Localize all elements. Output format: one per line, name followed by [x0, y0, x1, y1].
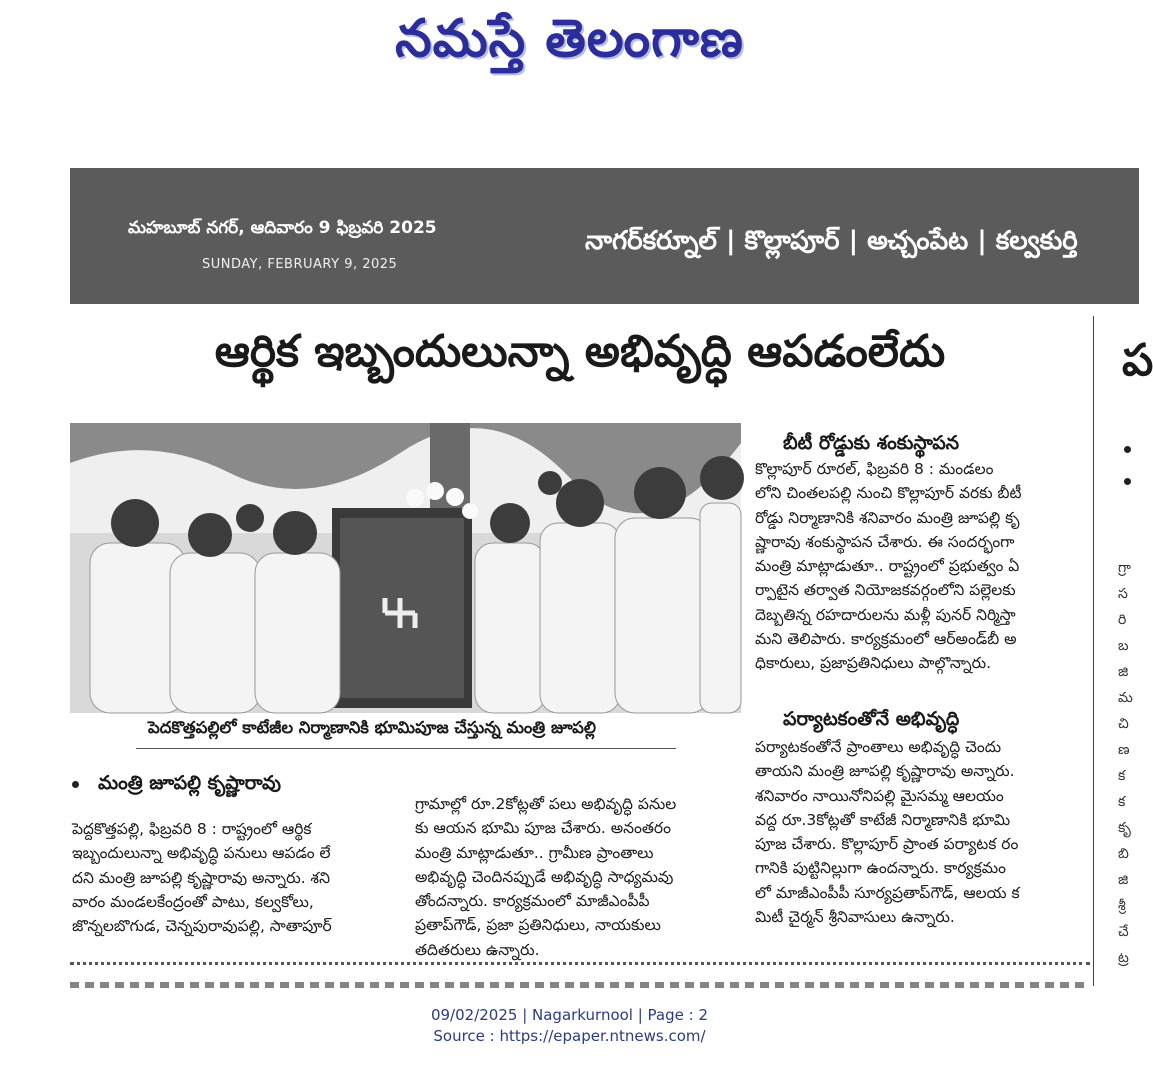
tourism-story-heading: పర్యాటకంతోనే అభివృద్ధి [783, 708, 960, 730]
adjacent-headline-fragment: ప [1122, 335, 1153, 386]
masthead [0, 0, 1139, 90]
dateline-telugu: మహబూబ్ నగర్, ఆదివారం 9 ఫిబ్రవరి 2025 [128, 218, 437, 238]
article-column-2: గ్రామాల్లో రూ.2కోట్లతో పలు అభివృద్ధి పనుల కు ఆయన భూమి పూజ చేశారు. అనంతరం మంత్రి మాట్లాడుతూ.. గ్రామీణ ప్రాంతాలు అభివృద్ధి చెందినప్పుడే అభివృద్ధి సాధ్యమవు తోందన్నారు. కార్యక్రమంలో మాజీఎంపీపీ ప్రతాప్‌గౌడ్, ప్రజా ప్రతినిధులు, నాయకులు తదితరులు ఉన్నారు. [415, 795, 677, 959]
adjacent-bullet-icon [1124, 478, 1131, 485]
road-story-heading: బీటీ రోడ్డుకు శంకుస్థాపన [783, 432, 960, 454]
section-divider [70, 962, 1090, 965]
tourism-story-body: పర్యాటకంతోనే ప్రాంతాలు అభివృద్ధి చెందు తాయని మంత్రి జూపల్లి కృష్ణారావు అన్నారు. శనివారం నాయినోనిపల్లి మైసమ్మ ఆలయం వద్ద రూ.3కోట్లతో కాటేజీ నిర్మాణానికి భూమి పూజ చేశారు. కొల్లాపూర్ ప్రాంత పర్యాటక రం గానికి పుట్టినిల్లుగా ఉందన్నారు. కార్యక్రమం లో మాజీఎంపీపీ సూర్యప్రతాప్‌గౌడ్, ఆలయ క మిటీ చైర్మన్ శ్రీనివాసులు ఉన్నారు. [755, 738, 1020, 927]
edition-towns: నాగర్‌కర్నూల్ | కొల్లాపూర్ | అచ్చంపేట | కల్వకుర్తి [585, 226, 1078, 256]
footer-edition-info: 09/02/2025 | Nagarkurnool | Page : 2 [430, 1006, 709, 1024]
news-photo [70, 423, 741, 713]
page-footer [0, 1005, 1139, 1047]
column-divider [1093, 316, 1094, 986]
dateline-english: SUNDAY, FEBRUARY 9, 2025 [202, 257, 398, 272]
newspaper-logo: నమస్తే తెలంగాణ [395, 8, 744, 69]
article-headline: ఆర్థిక ఇబ్బందులున్నా అభివృద్ధి ఆపడంలేదు [214, 326, 946, 377]
article-byline: మంత్రి జూపల్లి కృష్ణారావు [98, 772, 281, 794]
article-column-1: పెద్దకొత్తపల్లి, ఫిబ్రవరి 8 : రాష్ట్రంలో ఆర్థిక ఇబ్బందులున్నా అభివృద్ధి పనులు ఆపడం లే దని మంత్రి జూపల్లి కృష్ణారావు అన్నారు. శని వారం మండలకేంద్రంతో పాటు, కల్వకోలు, జొన్నలబొగుడ, చెన్నపురావుపల్లి, సాతాపూర్ [72, 820, 332, 936]
page-header-band [70, 168, 1139, 304]
cropped-text-edge [70, 982, 1090, 988]
news-photo-illustration [70, 423, 741, 713]
caption-underline [136, 748, 676, 749]
bullet-icon [72, 781, 79, 788]
photo-caption: పెదకొత్తపల్లిలో కాటేజీల నిర్మాణానికి భూమిపూజ చేస్తున్న మంత్రి జూపల్లి [148, 718, 596, 737]
adjacent-article-fragment: గ్రా స రి బ జి మ చి ణ క క కృ బి జి శ్రీ చే ట్ర [1118, 560, 1133, 966]
adjacent-bullet-icon [1124, 446, 1131, 453]
road-story-body: కొల్లాపూర్ రూరల్, ఫిబ్రవరి 8 : మండలం లోని చింతలపల్లి నుంచి కొల్లాపూర్ వరకు బీటీ రోడ్డు నిర్మాణానికి శనివారం మంత్రి జూపల్లి కృ ష్ణారావు శంకుస్థాపన చేశారు. ఈ సందర్భంగా మంత్రి మాట్లాడుతూ.. రాష్ట్రంలో ప్రభుత్వం ఏ ర్పాటైన తర్వాత నియోజకవర్గంలోని పల్లెలకు దెబ్బతిన్న రహదారులను మళ్లీ పునర్ నిర్మిస్తా మని తెలిపారు. కార్యక్రమంలో ఆర్‌అండ్‌బీ అ ధికారులు, ప్రజాప్రతినిధులు పాల్గొన్నారు. [755, 460, 1022, 673]
footer-source: Source : https://epaper.ntnews.com/ [433, 1027, 706, 1045]
